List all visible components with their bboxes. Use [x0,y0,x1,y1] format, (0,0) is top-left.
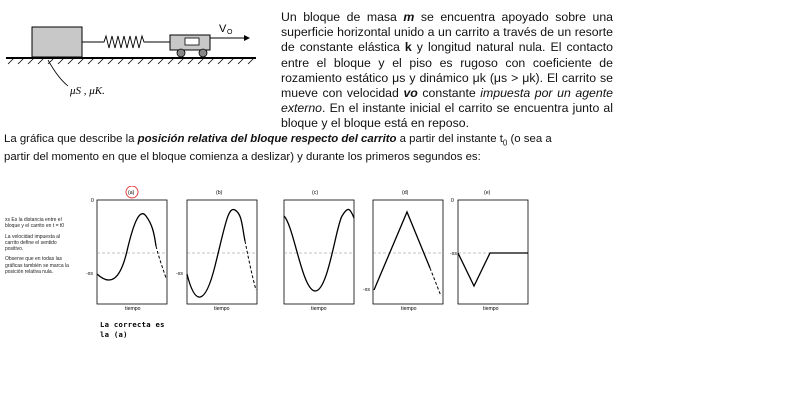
graph-a[interactable] [86,186,167,312]
question-subscript: 0 [502,138,508,148]
neg-tick: -xs [363,287,370,293]
graph-c[interactable] [284,190,354,312]
zero-tick: 0 [91,198,94,204]
cart-wheel [177,49,185,57]
question-text [4,132,564,165]
spring-constant-symbol: k [404,40,412,55]
neg-tick: -xs [450,251,457,257]
x-axis-label: tiempo [125,306,141,312]
graph-label: (c) [312,190,319,196]
velocity-label: V [219,23,227,35]
note-zero: Observe que en todas las gráficas también se marca la posición relativa nula. [5,256,69,276]
graph-label: (d) [402,190,409,196]
spring [82,36,170,48]
x-axis-label: tiempo [401,306,417,312]
mass-symbol: m [403,10,415,24]
question-part: La gráfica que describe la [4,133,138,145]
velocity-symbol: vo [403,86,418,101]
graph-d[interactable] [363,190,443,312]
velocity-sub: O [227,29,233,36]
graph-label: (b) [216,190,223,196]
x-axis-label: tiempo [311,306,327,312]
question-part: (o sea a partir del momento en que el bloque comienza a deslizar) y durante los primeros segundos es: [4,133,552,164]
cart-wheel [199,49,207,57]
problem-text: Un bloque de masa [281,10,404,24]
question-emphasis: posición relativa del bloque respecto del carrito [137,133,397,145]
note-velocity: La velocidad impuesta al carrito define el sentido positivo. [5,233,61,253]
x-axis-label: tiempo [214,306,230,312]
option-graphs [80,186,540,321]
problem-statement [281,10,613,132]
question-part: a partir del instante t [396,133,503,145]
problem-text: y longitud natural nula. El contacto entre el bloque y el piso es rugoso con coeficiente de rozamiento estático μs y dinámico μk (μs > μk). El carrito se mueve con velocidad [281,40,613,101]
external-agent-text: impuesta por un agente externo [281,86,613,116]
block [32,27,82,57]
graph-label: (e) [484,190,491,196]
problem-text: . En el instante inicial el carrito se encuentra junto al bloque y el bloque está en reposo. [281,101,613,131]
note-xs: xs Es la distancia entre el bloque y el carrito en t = t0 [5,217,65,230]
problem-text: constante [417,86,481,101]
side-notes [5,217,73,279]
graph-label: (a) [128,190,135,196]
mechanism-diagram [0,0,270,110]
problem-text: se encuentra apoyado sobre una superficie horizontal unido a un carrito a través de un resorte de constante elástica [281,10,613,55]
graph-e[interactable] [450,190,528,312]
x-axis-label: tiempo [483,306,499,312]
neg-tick: -xs [86,271,93,277]
graph-b[interactable] [176,190,257,312]
friction-label: μS , μK. [70,85,105,97]
answer-line: La correcta es [100,320,165,329]
answer-line: la (a) [100,330,128,339]
answer-text [100,320,170,340]
zero-tick: 0 [451,198,454,204]
neg-tick: -xs [176,271,183,277]
